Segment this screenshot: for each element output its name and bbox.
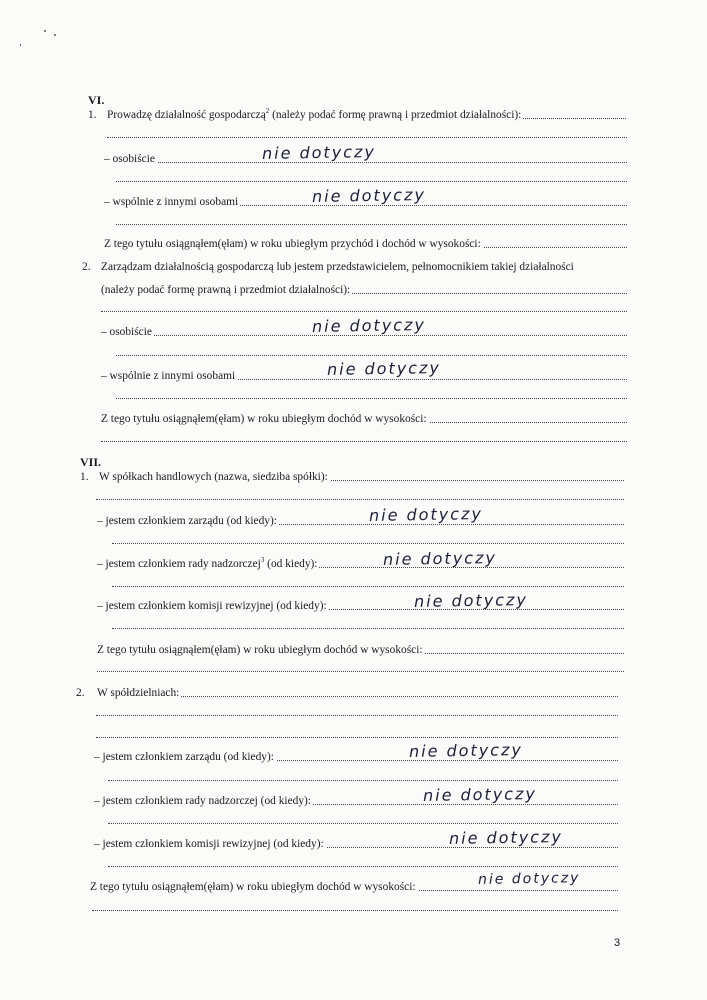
answer-line [112, 586, 624, 587]
vii-1-income-row [97, 643, 624, 657]
vi-2-personal-handwriting: nie dotyczy [311, 315, 427, 336]
answer-line [116, 398, 627, 399]
answer-line [107, 137, 627, 138]
answer-line [101, 441, 627, 442]
answer-line [101, 311, 627, 312]
vi-2-joint-handwriting: nie dotyczy [326, 358, 442, 379]
vi-1-personal-handwriting: nie dotyczy [261, 142, 377, 163]
vi-1-personal-label: – osobiście [104, 153, 155, 165]
item-vii-2-number: 2. [76, 687, 85, 699]
item-vi-1-text-tail: (należy podać formę prawną i przedmiot działalności): [269, 109, 522, 121]
vii-2-supervisory-label: – jestem członkiem rady nadzorczej (od kiedy): [94, 795, 311, 807]
item-vi-1-number: 1. [88, 109, 97, 121]
scan-speck [54, 34, 56, 36]
item-vii-2-question [97, 686, 618, 700]
answer-line [97, 671, 624, 672]
vii-1-supervisory-row [97, 557, 624, 571]
answer-line [108, 780, 618, 781]
item-vii-1-number: 1. [80, 471, 89, 483]
scan-speck [44, 30, 46, 32]
answer-line [108, 866, 618, 867]
item-vi-1-question [107, 108, 626, 122]
answer-line [96, 737, 618, 738]
item-vi-2-text: Zarządzam działalnością gospodarczą lub jestem przedstawicielem, pełnomocnikiem takiej działalności [101, 261, 574, 273]
answer-line [92, 910, 618, 911]
vii-1-supervisory-label-tail: (od kiedy): [264, 558, 318, 570]
answer-line [112, 543, 624, 544]
item-vi-2-question [101, 260, 627, 274]
vii-1-audit-handwriting: nie dotyczy [413, 590, 529, 611]
item-vii-1-text: W spółkach handlowych (nazwa, siedziba spółki): [99, 471, 328, 483]
vi-2-personal-label: – osobiście [101, 326, 152, 338]
vii-1-supervisory-handwriting: nie dotyczy [382, 548, 498, 569]
vii-1-board-label: – jestem członkiem zarządu (od kiedy): [97, 515, 277, 527]
item-vi-2-question-cont [101, 283, 627, 297]
vi-1-joint-handwriting: nie dotyczy [311, 185, 427, 206]
answer-line [116, 224, 627, 225]
vii-2-board-label: – jestem członkiem zarządu (od kiedy): [94, 751, 274, 763]
section-vi-title: VI. [88, 93, 105, 107]
vii-1-board-handwriting: nie dotyczy [368, 504, 484, 525]
vii-2-board-row [94, 750, 618, 764]
item-vi-1-text: Prowadzę działalność gospodarczą [107, 109, 266, 121]
vi-2-joint-label: – wspólnie z innymi osobami [101, 370, 236, 382]
vi-2-income-label: Z tego tytułu osiągnąłem(ęłam) w roku ubiegłym dochód w wysokości: [101, 413, 427, 425]
item-vi-2-number: 2. [82, 261, 91, 273]
answer-line [112, 628, 624, 629]
vii-2-supervisory-handwriting: nie dotyczy [422, 784, 538, 805]
vi-1-joint-label: – wspólnie z innymi osobami [104, 196, 239, 208]
vii-1-audit-label: – jestem członkiem komisji rewizyjnej (od kiedy): [97, 600, 327, 612]
vii-1-supervisory-label: – jestem członkiem rady nadzorczej [97, 558, 261, 570]
item-vii-1-question [99, 470, 624, 484]
answer-line [96, 715, 618, 716]
answer-line [96, 499, 624, 500]
footnote-ref: 2 [265, 108, 270, 116]
scan-speck [20, 44, 21, 46]
vi-1-income-row [104, 237, 627, 251]
page-number: 3 [614, 937, 621, 949]
answer-line [108, 823, 618, 824]
vii-2-income-label: Z tego tytułu osiągnąłem(ęłam) w roku ubiegłym dochód w wysokości: [90, 881, 416, 893]
item-vi-2-text2: (należy podać formę prawną i przedmiot działalności): [101, 284, 351, 296]
answer-line [116, 181, 627, 182]
item-vii-2-text: W spółdzielniach: [97, 687, 180, 699]
section-vii-title: VII. [80, 455, 102, 469]
vii-2-audit-handwriting: nie dotyczy [448, 827, 564, 848]
vii-2-supervisory-row [94, 794, 618, 808]
vi-1-income-label: Z tego tytułu osiągnąłem(ęłam) w roku ubiegłym przychód i dochód w wysokości: [104, 238, 481, 250]
footnote-ref: 3 [260, 557, 265, 565]
vi-2-income-row [101, 412, 627, 426]
vii-1-income-label: Z tego tytułu osiągnąłem(ęłam) w roku ubiegłym dochód w wysokości: [97, 644, 423, 656]
answer-line [116, 355, 627, 356]
vii-2-audit-label: – jestem członkiem komisji rewizyjnej (od kiedy): [94, 838, 324, 850]
vii-2-board-handwriting: nie dotyczy [408, 740, 524, 761]
vii-2-income-handwriting: nie dotyczy [477, 870, 581, 888]
vii-1-audit-row [97, 599, 624, 613]
vii-1-board-row [97, 514, 624, 528]
